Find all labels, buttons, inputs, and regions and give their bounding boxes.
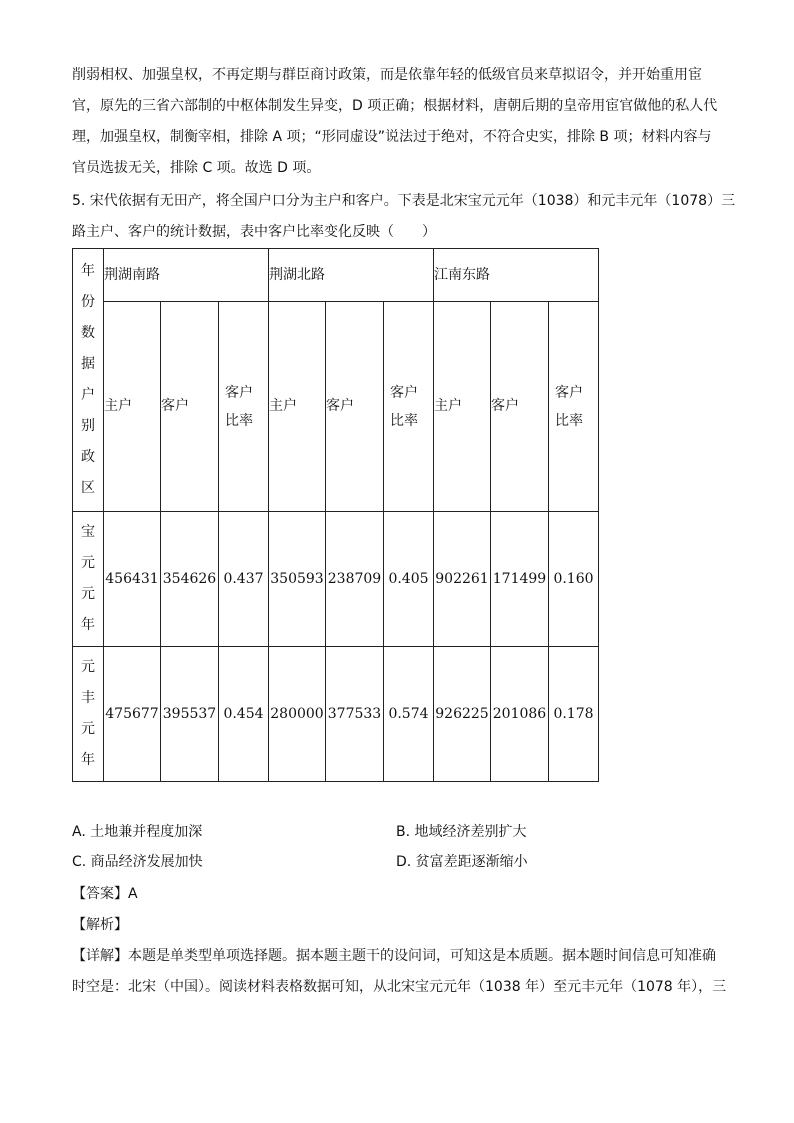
text-line: 路主户、客户的统计数据，表中客户比率变化反映（ ） <box>72 224 436 240</box>
detail-paragraph <box>72 941 727 1003</box>
year-char: 年 <box>81 617 95 633</box>
text-line: 5. 宋代依据有无田产，将全国户口分为主户和客户。下表是北宋宝元元年（1038）和元丰元年（1078）三 <box>72 193 736 209</box>
subheader-text: 比率 <box>390 412 418 429</box>
subheader-text: 比率 <box>225 412 253 429</box>
header-char: 数 <box>81 325 95 341</box>
table-cell: 238709 <box>326 512 384 647</box>
header-char: 区 <box>81 480 95 496</box>
subheader-guest-households: 客户 <box>326 302 384 512</box>
table-cell: 0.405 <box>384 512 434 647</box>
table-row <box>73 512 599 647</box>
subheader-guest-households: 客户 <box>491 302 549 512</box>
subheader-main-households: 主户 <box>104 302 161 512</box>
text-line: 【详解】本题是单类型单项选择题。据本题主题干的设问词，可知这是本质题。据本题时间信息可知准确 <box>72 948 716 964</box>
header-char: 年 <box>81 263 95 279</box>
table-cell: 350593 <box>269 512 326 647</box>
table-cell: 171499 <box>491 512 549 647</box>
table-cell: 902261 <box>434 512 491 647</box>
region-header-jiangnan-east: 江南东路 <box>434 249 599 302</box>
year-char: 元 <box>81 555 95 571</box>
year-char: 丰 <box>81 690 95 706</box>
subheader-text: 客户 <box>390 384 418 401</box>
subheader-main-households: 主户 <box>269 302 326 512</box>
subheader-guest-ratio <box>384 302 434 512</box>
table-cell: 395537 <box>161 647 219 782</box>
table-cell: 0.574 <box>384 647 434 782</box>
option-d: D. 贫富差距逐渐缩小 <box>396 854 528 870</box>
table-subheader-row <box>73 302 599 512</box>
header-char: 政 <box>81 449 95 465</box>
corner-header-cell <box>73 249 104 512</box>
year-char: 元 <box>81 586 95 602</box>
table-cell: 201086 <box>491 647 549 782</box>
year-cell-baoyuan <box>73 512 104 647</box>
table-cell: 0.454 <box>219 647 269 782</box>
text-line: 官员选拔无关，排除 C 项。故选 D 项。 <box>72 160 321 176</box>
header-char: 份 <box>81 294 95 310</box>
table-cell: 377533 <box>326 647 384 782</box>
subheader-text: 客户 <box>225 384 253 401</box>
table-cell: 0.178 <box>549 647 599 782</box>
analysis-label: 【解析】 <box>72 917 128 933</box>
previous-analysis-paragraph <box>72 60 720 184</box>
option-c: C. 商品经济发展加快 <box>72 854 203 870</box>
table-cell: 0.160 <box>549 512 599 647</box>
subheader-text: 客户 <box>555 384 583 401</box>
subheader-text: 比率 <box>555 412 583 429</box>
region-header-jinghu-north: 荆湖北路 <box>269 249 434 302</box>
table-header-row <box>73 249 599 302</box>
answer-line <box>72 880 138 908</box>
table-cell: 456431 <box>104 512 161 647</box>
year-char: 宝 <box>81 524 95 540</box>
header-char: 户 <box>81 387 95 403</box>
table-cell: 0.437 <box>219 512 269 647</box>
header-char: 据 <box>81 356 95 372</box>
text-line: 削弱相权、加强皇权，不再定期与群臣商讨政策，而是依靠年轻的低级官员来草拟诏令，并开始重用宦 <box>72 67 702 83</box>
region-header-jinghu-south: 荆湖南路 <box>104 249 269 302</box>
header-char: 别 <box>81 418 95 434</box>
subheader-guest-ratio <box>219 302 269 512</box>
year-cell-yuanfeng <box>73 647 104 782</box>
answer-label: 【答案】 <box>72 886 128 902</box>
subheader-guest-households: 客户 <box>161 302 219 512</box>
household-statistics-table <box>72 248 599 782</box>
subheader-main-households: 主户 <box>434 302 491 512</box>
table-row <box>73 647 599 782</box>
table-cell: 926225 <box>434 647 491 782</box>
year-char: 元 <box>81 721 95 737</box>
text-line: 时空是：北宋（中国）。阅读材料表格数据可知，从北宋宝元元年（1038 年）至元丰元年（1078 年），三 <box>72 979 727 995</box>
year-char: 元 <box>81 659 95 675</box>
table-cell: 280000 <box>269 647 326 782</box>
subheader-guest-ratio <box>549 302 599 512</box>
option-b: B. 地域经济差别扩大 <box>396 824 527 840</box>
question-stem <box>72 186 736 248</box>
option-a: A. 土地兼并程度加深 <box>72 824 203 840</box>
table-cell: 354626 <box>161 512 219 647</box>
year-char: 年 <box>81 752 95 768</box>
text-line: 官，原先的三省六部制的中枢体制发生异变，D 项正确；根据材料，唐朝后期的皇帝用宦官做他的私人代 <box>72 98 718 114</box>
answer-value: A <box>128 886 138 902</box>
table-cell: 475677 <box>104 647 161 782</box>
text-line: 理，加强皇权，制衡宰相，排除 A 项；“形同虚设”说法过于绝对，不符合史实，排除 B 项；材料内容与 <box>72 129 712 145</box>
